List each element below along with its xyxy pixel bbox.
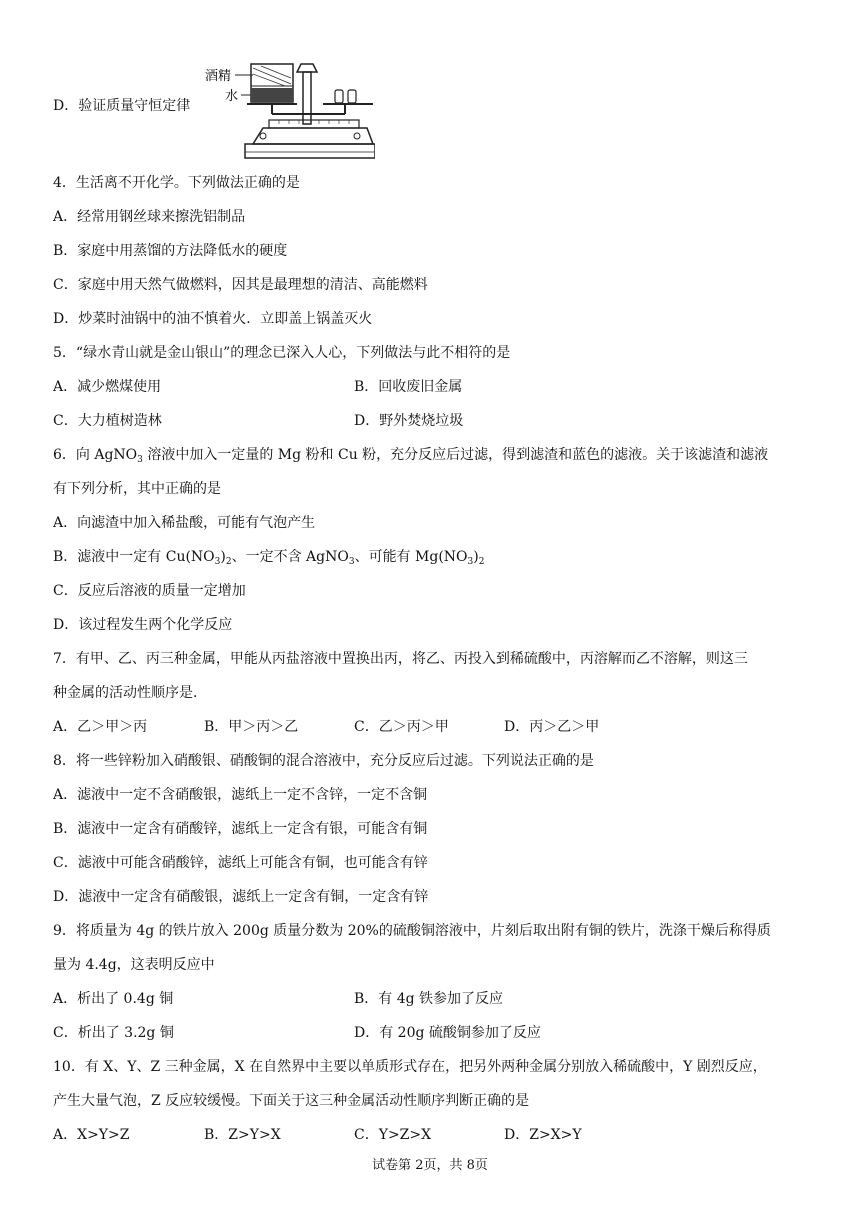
q10-stem-line2: 产生大量气泡，Z 反应较缓慢。下面关于这三种金属活动性顺序判断正确的是 <box>53 1093 530 1109</box>
q10-option-a: A．X>Y>Z <box>53 1127 130 1143</box>
q7-stem-line2: 种金属的活动性顺序是． <box>53 685 207 701</box>
balance-figure <box>205 60 375 169</box>
q10-option-c: C．Y>Z>X <box>354 1127 432 1143</box>
q4-option-b: B．家庭中用蒸馏的方法降低水的硬度 <box>53 243 288 259</box>
q3-option-d: D．验证质量守恒定律 <box>53 98 191 114</box>
q5-option-c: C．大力植树造林 <box>53 413 162 429</box>
q4-option-d: D．炒菜时油锅中的油不慎着火．立即盖上锅盖灭火 <box>53 311 373 327</box>
q4-stem: 4．生活离不开化学。下列做法正确的是 <box>53 175 300 191</box>
q7-option-b: B．甲＞丙＞乙 <box>204 719 299 735</box>
q6-option-c: C．反应后溶液的质量一定增加 <box>53 583 246 599</box>
balance-scale-icon <box>205 60 375 165</box>
q5-stem: 5．“绿水青山就是金山银山”的理念已深入人心，下列做法与此不相符的是 <box>53 345 511 361</box>
q7-option-d: D．丙＞乙＞甲 <box>504 719 600 735</box>
q6-stem-line2: 有下列分析，其中正确的是 <box>53 481 221 497</box>
q6-option-b: B．滤液中一定有 $Cu(NO_3)_2$、一定不含 AgNO$_3$、可能有 $Mg(NO_3)_2$ <box>53 549 485 567</box>
q6-option-d: D．该过程发生两个化学反应 <box>53 617 233 633</box>
q6-stem-line1: 6．向 AgNO$_3$ 溶液中加入一定量的 Mg 粉和 Cu 粉，充分反应后过滤，得到滤渣和蓝色的滤液。关于该滤渣和滤液 <box>53 447 769 465</box>
q6-option-a: A．向滤渣中加入稀盐酸，可能有气泡产生 <box>53 515 316 531</box>
q7-stem-line1: 7．有甲、乙、丙三种金属，甲能从丙盐溶液中置换出丙，将乙、丙投入到稀硫酸中，丙溶解而乙不溶解，则这三 <box>53 651 748 667</box>
q10-stem-line1: 10．有 X、Y、Z 三种金属，X 在自然界中主要以单质形式存在，把另外两种金属分别放入稀硫酸中，Y 剧烈反应， <box>53 1059 767 1075</box>
q8-option-d: D．滤液中一定含有硝酸银，滤纸上一定含有铜，一定含有锌 <box>53 889 429 905</box>
label-alcohol: 酒精 <box>205 69 232 84</box>
q10-option-b: B．Z>Y>X <box>204 1127 281 1143</box>
q5-option-d: D．野外焚烧垃圾 <box>354 413 464 429</box>
q9-option-a: A．析出了 0.4g 铜 <box>53 991 174 1007</box>
q9-option-b: B．有 4g 铁参加了反应 <box>354 991 504 1007</box>
q9-option-d: D．有 20g 硫酸铜参加了反应 <box>354 1025 541 1041</box>
q7-option-a: A．乙＞甲＞丙 <box>53 719 148 735</box>
label-water: 水 <box>225 89 239 104</box>
q9-stem-line2: 量为 4.4g，这表明反应中 <box>53 957 215 973</box>
page-footer: 试卷第 2页，共 8页 <box>372 1158 488 1173</box>
q10-option-d: D．Z>X>Y <box>504 1127 582 1143</box>
q8-option-a: A．滤液中一定不含硝酸银，滤纸上一定不含锌，一定不含铜 <box>53 787 428 803</box>
q5-option-b: B．回收废旧金属 <box>354 379 463 395</box>
q7-option-c: C．乙＞丙＞甲 <box>354 719 449 735</box>
q8-option-b: B．滤液中一定含有硝酸锌，滤纸上一定含有银，可能含有铜 <box>53 821 428 837</box>
q9-option-c: C．析出了 3.2g 铜 <box>53 1025 174 1041</box>
q9-stem-line1: 9．将质量为 4g 的铁片放入 200g 质量分数为 20%的硫酸铜溶液中，片刻后取出附有铜的铁片，洗涤干燥后称得质 <box>53 923 771 939</box>
q4-option-a: A．经常用钢丝球来擦洗铝制品 <box>53 209 246 225</box>
q5-option-a: A．减少燃煤使用 <box>53 379 162 395</box>
q8-option-c: C．滤液中可能含硝酸锌，滤纸上可能含有铜，也可能含有锌 <box>53 855 428 871</box>
q8-stem: 8．将一些锌粉加入硝酸银、硝酸铜的混合溶液中，充分反应后过滤。下列说法正确的是 <box>53 753 594 769</box>
q4-option-c: C．家庭中用天然气做燃料，因其是最理想的清洁、高能燃料 <box>53 277 428 293</box>
